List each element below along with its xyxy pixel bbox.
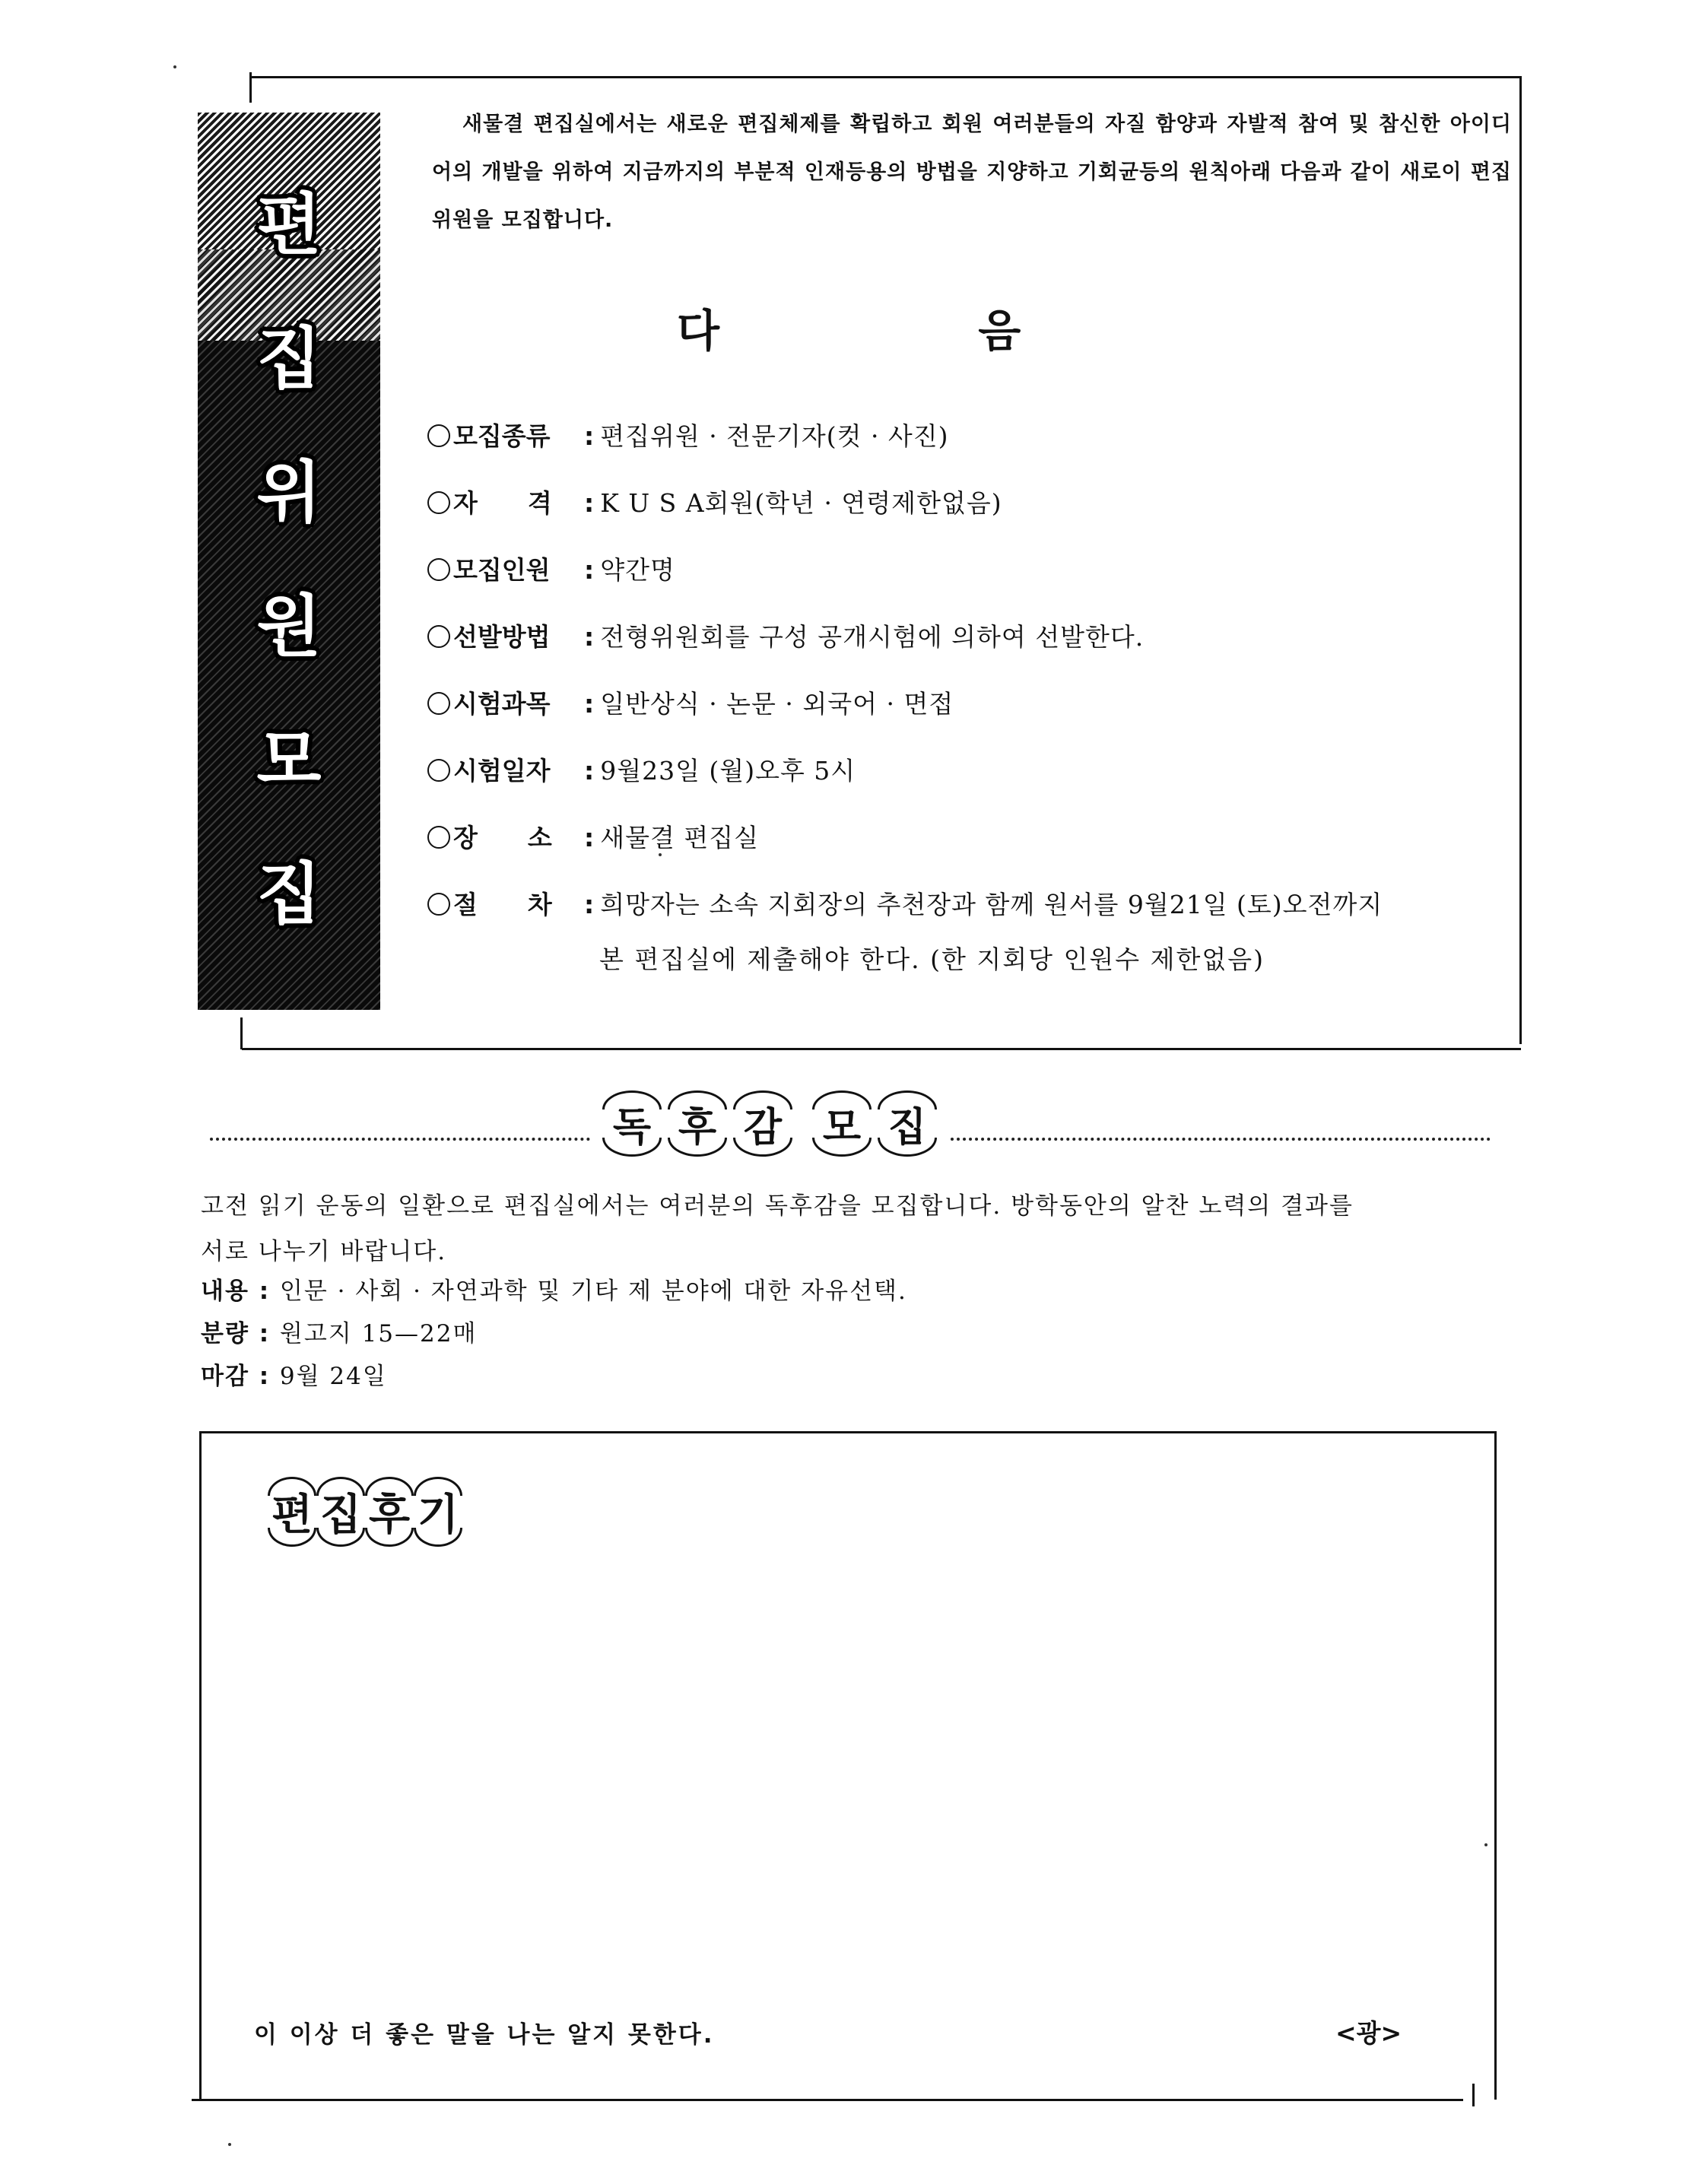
- title-char: 기: [414, 1481, 462, 1542]
- deadline-value: 9월 24일: [279, 1363, 387, 1390]
- item-exam-date: 시험일자 : 9월23일 (월)오후 5시: [427, 751, 856, 787]
- dotted-leader-right: [951, 1138, 1491, 1141]
- circle-bullet-icon: [427, 558, 450, 581]
- item-label: 장 소: [453, 823, 552, 852]
- item-label: 시험과목: [453, 689, 551, 719]
- circle-bullet-icon: [427, 759, 450, 782]
- item-number: 모집인원 : 약간명: [427, 551, 675, 586]
- afterword-bottom-rule: [192, 2099, 1463, 2101]
- item-value: K U S A회원(학년 · 연령제한없음): [600, 488, 1002, 518]
- circle-bullet-icon: [427, 826, 450, 849]
- banner-char: 모: [256, 721, 322, 799]
- item-label: 모집종류: [453, 421, 551, 451]
- book-report-length: 분량 : 원고지 15—22매: [201, 1320, 478, 1348]
- border-tick: [249, 72, 252, 103]
- item-qualification: 자 격 : K U S A회원(학년 · 연령제한없음): [427, 484, 1002, 519]
- length-label: 분량: [201, 1320, 249, 1348]
- title-char: 집: [878, 1095, 937, 1152]
- banner-char: 편: [256, 186, 322, 264]
- item-label: 선발방법: [453, 622, 551, 652]
- item-procedure-continued: 본 편집실에 제출해야 한다. (한 지회당 인원수 제한없음): [599, 944, 1265, 974]
- banner-char: 위: [256, 453, 322, 532]
- item-value: 편집위원 · 전문기자(컷 · 사진): [600, 421, 949, 451]
- scan-speck: [228, 2143, 231, 2146]
- scan-speck: [659, 853, 662, 856]
- afterword-title: [268, 1481, 462, 1542]
- book-report-content: 내용 : 인문 · 사회 · 자연과학 및 기타 제 분야에 대한 자유선택.: [201, 1278, 907, 1305]
- item-value: 희망자는 소속 지회장의 추천장과 함께 원서를 9월21일 (토)오전까지: [600, 890, 1383, 919]
- deadline-label: 마감: [201, 1363, 249, 1390]
- circle-bullet-icon: [427, 692, 450, 715]
- recruitment-side-banner: [198, 113, 380, 1010]
- afterword-signature: <광>: [1335, 2018, 1402, 2048]
- title-char: 집: [316, 1481, 365, 1542]
- item-label: 절 차: [453, 890, 552, 919]
- item-procedure: 절 차 : 희망자는 소속 지회장의 추천장과 함께 원서를 9월21일 (토)오전까지: [427, 885, 1383, 921]
- book-report-intro: 고전 읽기 운동의 일환으로 편집실에서는 여러분의 독후감을 모집합니다. 방학동안의 알찬 노력의 결과를: [201, 1192, 1354, 1220]
- title-char: 후: [668, 1095, 727, 1152]
- scan-speck: [1484, 1843, 1488, 1846]
- title-char: 편: [268, 1481, 316, 1542]
- title-char: 후: [365, 1481, 414, 1542]
- book-report-intro-cont: 서로 나누기 바랍니다.: [201, 1238, 447, 1265]
- item-value: 새물결 편집실: [600, 823, 759, 852]
- scan-speck: [173, 65, 176, 68]
- item-value: 일반상식 · 논문 · 외국어 · 면접: [600, 689, 954, 719]
- item-value: 약간명: [600, 555, 675, 585]
- banner-title: [198, 158, 380, 961]
- book-report-deadline: 마감 : 9월 24일: [201, 1363, 387, 1390]
- circle-bullet-icon: [427, 625, 450, 648]
- circle-bullet-icon: [427, 424, 450, 447]
- recruitment-bottom-rule: [242, 1048, 1521, 1050]
- book-report-title: [602, 1095, 937, 1152]
- item-value: 9월23일 (월)오후 5시: [600, 756, 856, 786]
- notice-heading: 다 음: [677, 305, 1143, 357]
- title-char: 감: [733, 1095, 792, 1152]
- title-char: 모: [812, 1095, 872, 1152]
- banner-char: 집: [256, 855, 322, 933]
- item-label: 모집인원: [453, 555, 551, 585]
- item-category: 모집종류 : 편집위원 · 전문기자(컷 · 사진): [427, 417, 949, 452]
- title-char: 독: [602, 1095, 662, 1152]
- item-place: 장 소 : 새물결 편집실: [427, 818, 759, 854]
- circle-bullet-icon: [427, 893, 450, 916]
- recruitment-intro: [432, 100, 1512, 244]
- item-selection-method: 선발방법 : 전형위원회를 구성 공개시험에 의하여 선발한다.: [427, 617, 1144, 653]
- item-label: 자 격: [453, 488, 552, 518]
- border-tick: [240, 1017, 243, 1049]
- dotted-leader-left: [210, 1138, 590, 1141]
- intro-paragraph: 새물결 편집실에서는 새로운 편집체제를 확립하고 회원 여러분들의 자질 함양과 자발적 참여 및 참신한 아이디어의 개발을 위하여 지금까지의 부분적 인재등용의 방법을 지양하고 기회균등의 원칙아래 다음과 같이 새로이 편집위원을 모집합니다.: [432, 113, 1512, 232]
- item-label: 시험일자: [453, 756, 551, 786]
- banner-char: 원: [256, 587, 322, 665]
- content-value: 인문 · 사회 · 자연과학 및 기타 제 분야에 대한 자유선택.: [279, 1278, 907, 1305]
- item-exam-subjects: 시험과목 : 일반상식 · 논문 · 외국어 · 면접: [427, 684, 954, 720]
- length-value: 원고지 15—22매: [279, 1320, 478, 1348]
- banner-char: 집: [256, 319, 322, 398]
- border-tick: [1472, 2084, 1475, 2106]
- afterword-closing: 이 이상 더 좋은 말을 나는 알지 못한다.: [254, 2021, 715, 2049]
- content-label: 내용: [201, 1278, 249, 1305]
- item-value: 전형위원회를 구성 공개시험에 의하여 선발한다.: [600, 622, 1145, 652]
- circle-bullet-icon: [427, 491, 450, 514]
